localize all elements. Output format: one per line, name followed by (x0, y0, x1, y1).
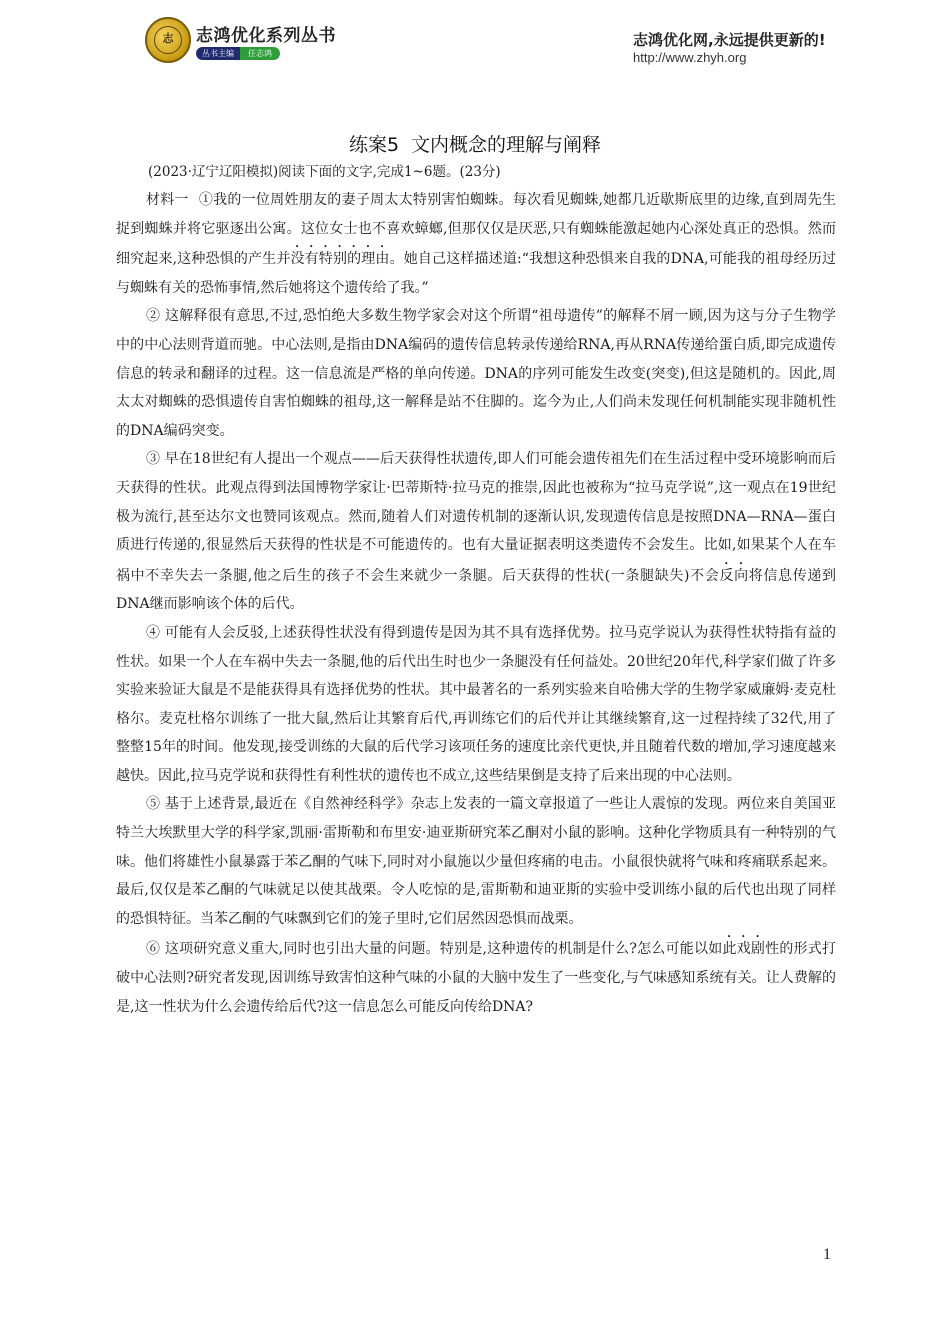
emphasized-phrase: 反向 (719, 567, 749, 584)
question-source: (2023·辽宁辽阳模拟)阅读下面的文字,完成1~6题。(23分) (148, 164, 501, 180)
page-header (0, 0, 950, 80)
paragraph-2: ② 这解释很有意思,不过,恐怕绝大多数生物学家会对这个所谓“祖母遗传”的解释不屑一顾,因为这与分子生物学中的中心法则背道而驰。中心法则,是指由DNA编码的遗传信息转录传递给RNA,再从RNA传递给蛋白质,即完成遗传信息的转录和翻译的过程。这一信息流是严格的单向传递。DNA的序列可能发生改变(突变),但这是随机的。因此,周太太对蜘蛛的恐惧遗传自害怕蜘蛛的祖母,这一解释是站不住脚的。迄今为止,人们尚未发现任何机制能实现非随机性的DNA编码突变。 (116, 308, 836, 439)
series-logo-seal (145, 17, 191, 63)
paragraph-5: ⑤ 基于上述背景,最近在《自然神经科学》杂志上发表的一篇文章报道了一些让人震惊的发现。两位来自美国亚特兰大埃默里大学的科学家,凯丽·雷斯勒和布里安·迪亚斯研究苯乙酮对小鼠的影响。这种化学物质具有一种特别的气味。他们将雄性小鼠暴露于苯乙酮的气味下,同时对小鼠施以少量但疼痛的电击。小鼠很快就将气味和疼痛联系起来。最后,仅仅是苯乙酮的气味就足以使其战栗。令人吃惊的是,雷斯勒和迪亚斯的实验中受训练小鼠的后代也出现了同样的恐惧特征。当苯乙酮的气味飘到它们的笼子里时,它们居然因恐惧而战栗。 (116, 796, 836, 927)
emphasized-phrase: 没有特别的理由 (290, 251, 390, 268)
series-title: 志鸿优化系列丛书 (196, 26, 336, 46)
paragraph-4: ④ 可能有人会反驳,上述获得性状没有得到遗传是因为其不具有选择优势。拉马克学说认为获得性状特指有益的性状。如果一个人在车祸中失去一条腿,他的后代出生时也少一条腿没有任何益处。20世纪20年代,科学家们做了许多实验来验证大鼠是不是能获得具有选择优势的性状。其中最著名的一系列实验来自哈佛大学的生物学家威廉姆·麦克杜格尔。麦克杜格尔训练了一批大鼠,然后让其繁育后代,再训练它们的后代并让其继续繁育,这一过程持续了32代,用了整整15年的时间。他发现,接受训练的大鼠的后代学习该项任务的速度比亲代更快,并且随着代数的增加,学习速度越来越快。因此,拉马克学说和获得性有利性状的遗传也不成立,这些结果倒是支持了后来出现的中心法则。 (116, 624, 836, 784)
editor-credit (196, 47, 280, 60)
paragraph-3-text-b: 将信息传递到DNA继而影响该个体的后代。 (116, 567, 837, 613)
lesson-title: 文内概念的理解与阐释 (411, 134, 602, 156)
paragraph-6 (116, 933, 836, 1021)
page-number: 1 (823, 1246, 831, 1263)
material-label: 材料一 (146, 192, 189, 208)
paragraph-6-text-b: 性的形式打破中心法则?研究者发现,因训练导致害怕这种气味的小鼠的大脑中发生了一些变化,与气味感知系统有关。让人费解的是,这一性状为什么会遗传给后代?这一信息怎么可能反向传给DNA? (116, 941, 837, 1015)
seal-emblem-icon: 志 (162, 32, 174, 45)
reading-material (116, 186, 836, 1021)
paragraph-3-text-a: ③ 早在18世纪有人提出一个观点——后天获得性状遗传,即人们可能会遗传祖先们在生活过程中受环境影响而后天获得的性状。此观点得到法国博物学家让·巴蒂斯特·拉马克的推崇,因此也被称为“拉马克学说”,这一观点在19世纪极为流行,甚至达尔文也赞同该观点。然而,随着人们对遗传机制的逐渐认识,发现遗传信息是按照DNA—RNA—蛋白质进行传递的,很显然后天获得的性状是不可能遗传的。也有大量证据表明这类遗传不会发生。比如,如果某个人在车祸中不幸失去一条腿,他之后生的孩子不会生来就少一条腿。后天获得的性状(一条腿缺失)不会 (116, 451, 836, 584)
publisher-url[interactable]: http://www.zhyh.org (633, 50, 747, 65)
publisher-slogan: 志鸿优化网,永远提供更新的! (633, 31, 826, 49)
page-title (0, 130, 950, 157)
lesson-number: 练案5 (348, 134, 400, 156)
paragraph-3 (116, 445, 836, 619)
paragraph-6-text-a: ⑥ 这项研究意义重大,同时也引出大量的问题。特别是,这种遗传的机制是什么?怎么可能以如 (146, 941, 723, 958)
paragraph-1-text-b: 。她自己这样描述道:“我想这种恐惧来自我的DNA,可能我的祖母经历过与蜘蛛有关的恐怖事情,然后她将这个遗传给了我。” (116, 251, 836, 296)
emphasized-phrase: 此戏剧 (722, 941, 766, 958)
editor-name: 任志鸿 (240, 47, 280, 60)
editor-label: 丛书主编 (196, 47, 240, 60)
paragraph-1 (116, 186, 836, 302)
paragraph-1-text-a: ①我的一位周姓朋友的妻子周太太特别害怕蜘蛛。每次看见蜘蛛,她都几近歇斯底里的边缘,直到周先生捉到蜘蛛并将它驱逐出公寓。这位女士也不喜欢蟑螂,但那仅仅是厌恶,只有蜘蛛能激起她内心深处真正的恐惧。然而细究起来,这种恐惧的产生并 (116, 192, 837, 268)
